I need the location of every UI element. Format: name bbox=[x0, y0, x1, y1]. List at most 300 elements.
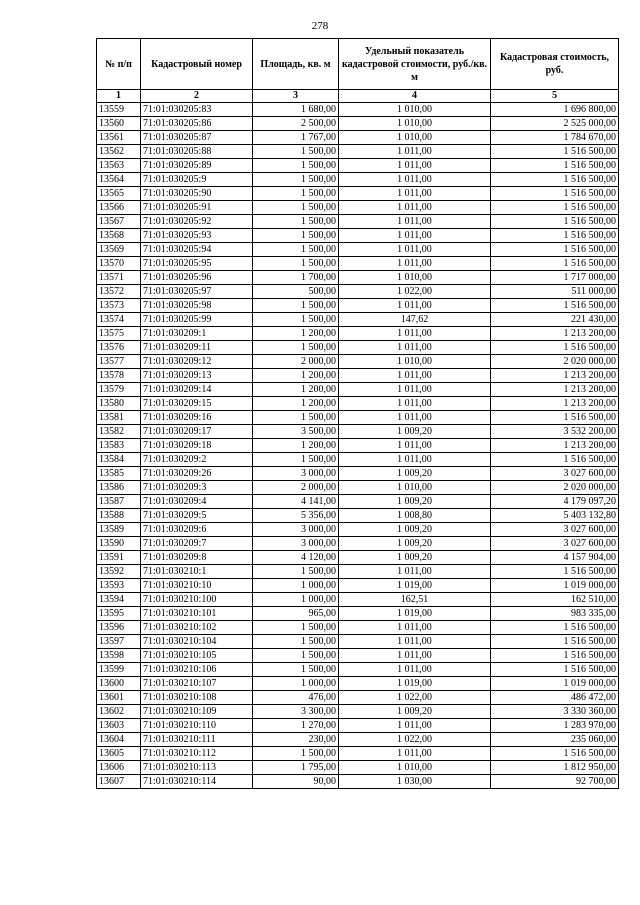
cell-cadastral-value: 1 213 200,00 bbox=[491, 439, 619, 453]
cell-specific-value: 1 030,00 bbox=[339, 775, 491, 789]
cell-area: 2 000,00 bbox=[253, 355, 339, 369]
table-row bbox=[97, 369, 619, 383]
cell-row-number: 13594 bbox=[97, 593, 141, 607]
table-row bbox=[97, 509, 619, 523]
table-row bbox=[97, 397, 619, 411]
table-row bbox=[97, 691, 619, 705]
cell-cadastral-number: 71:01:030210:102 bbox=[141, 621, 253, 635]
cell-specific-value: 1 009,20 bbox=[339, 495, 491, 509]
cell-cadastral-value: 1 696 800,00 bbox=[491, 103, 619, 117]
cell-area: 1 500,00 bbox=[253, 187, 339, 201]
cell-row-number: 13588 bbox=[97, 509, 141, 523]
table-row bbox=[97, 635, 619, 649]
cell-cadastral-number: 71:01:030209:6 bbox=[141, 523, 253, 537]
cell-area: 500,00 bbox=[253, 285, 339, 299]
table-row bbox=[97, 705, 619, 719]
cell-cadastral-value: 1 516 500,00 bbox=[491, 663, 619, 677]
cell-specific-value: 1 011,00 bbox=[339, 299, 491, 313]
cell-specific-value: 1 011,00 bbox=[339, 383, 491, 397]
cell-cadastral-value: 1 717 000,00 bbox=[491, 271, 619, 285]
cell-cadastral-number: 71:01:030205:98 bbox=[141, 299, 253, 313]
cell-cadastral-value: 1 516 500,00 bbox=[491, 229, 619, 243]
table-row bbox=[97, 649, 619, 663]
cell-specific-value: 1 011,00 bbox=[339, 565, 491, 579]
cell-area: 1 500,00 bbox=[253, 313, 339, 327]
column-number: 5 bbox=[491, 90, 619, 103]
table-row bbox=[97, 131, 619, 145]
table-row bbox=[97, 453, 619, 467]
cell-cadastral-number: 71:01:030209:11 bbox=[141, 341, 253, 355]
cell-specific-value: 1 009,20 bbox=[339, 705, 491, 719]
cell-row-number: 13595 bbox=[97, 607, 141, 621]
cell-cadastral-number: 71:01:030209:15 bbox=[141, 397, 253, 411]
cell-specific-value: 1 009,20 bbox=[339, 425, 491, 439]
cell-cadastral-number: 71:01:030210:109 bbox=[141, 705, 253, 719]
cell-row-number: 13559 bbox=[97, 103, 141, 117]
cell-row-number: 13587 bbox=[97, 495, 141, 509]
cell-row-number: 13569 bbox=[97, 243, 141, 257]
cell-cadastral-number: 71:01:030209:18 bbox=[141, 439, 253, 453]
cell-cadastral-value: 4 157 904,00 bbox=[491, 551, 619, 565]
cell-cadastral-value: 1 516 500,00 bbox=[491, 187, 619, 201]
cell-area: 1 500,00 bbox=[253, 173, 339, 187]
cell-area: 965,00 bbox=[253, 607, 339, 621]
cell-area: 2 000,00 bbox=[253, 481, 339, 495]
cell-area: 3 000,00 bbox=[253, 523, 339, 537]
cell-cadastral-value: 1 213 200,00 bbox=[491, 327, 619, 341]
cell-row-number: 13592 bbox=[97, 565, 141, 579]
cell-cadastral-value: 1 213 200,00 bbox=[491, 369, 619, 383]
table-row bbox=[97, 355, 619, 369]
cell-area: 1 500,00 bbox=[253, 229, 339, 243]
cell-row-number: 13605 bbox=[97, 747, 141, 761]
cell-specific-value: 1 010,00 bbox=[339, 355, 491, 369]
cell-specific-value: 1 011,00 bbox=[339, 453, 491, 467]
cell-specific-value: 1 011,00 bbox=[339, 747, 491, 761]
cell-row-number: 13574 bbox=[97, 313, 141, 327]
cell-area: 1 500,00 bbox=[253, 341, 339, 355]
cell-row-number: 13581 bbox=[97, 411, 141, 425]
cell-cadastral-number: 71:01:030209:12 bbox=[141, 355, 253, 369]
cell-row-number: 13566 bbox=[97, 201, 141, 215]
cell-row-number: 13571 bbox=[97, 271, 141, 285]
table-row bbox=[97, 187, 619, 201]
cell-row-number: 13599 bbox=[97, 663, 141, 677]
cell-cadastral-value: 1 516 500,00 bbox=[491, 201, 619, 215]
table-row bbox=[97, 341, 619, 355]
cell-specific-value: 1 009,20 bbox=[339, 467, 491, 481]
cell-specific-value: 1 009,20 bbox=[339, 537, 491, 551]
cell-row-number: 13561 bbox=[97, 131, 141, 145]
table-row bbox=[97, 607, 619, 621]
table-row bbox=[97, 313, 619, 327]
cell-area: 1 200,00 bbox=[253, 327, 339, 341]
cell-specific-value: 1 011,00 bbox=[339, 173, 491, 187]
cell-row-number: 13601 bbox=[97, 691, 141, 705]
column-number-row bbox=[97, 90, 619, 103]
cell-cadastral-value: 1 516 500,00 bbox=[491, 341, 619, 355]
table-row bbox=[97, 327, 619, 341]
cell-row-number: 13593 bbox=[97, 579, 141, 593]
cell-cadastral-number: 71:01:030209:7 bbox=[141, 537, 253, 551]
cell-row-number: 13577 bbox=[97, 355, 141, 369]
cell-specific-value: 1 010,00 bbox=[339, 761, 491, 775]
cell-cadastral-number: 71:01:030210:107 bbox=[141, 677, 253, 691]
cell-area: 1 200,00 bbox=[253, 397, 339, 411]
table-row bbox=[97, 481, 619, 495]
table-header-row bbox=[97, 39, 619, 90]
header-cadastral-value: Кадастровая стоимость, руб. bbox=[491, 39, 619, 90]
table-row bbox=[97, 733, 619, 747]
cell-cadastral-value: 1 516 500,00 bbox=[491, 145, 619, 159]
cell-row-number: 13560 bbox=[97, 117, 141, 131]
cell-row-number: 13585 bbox=[97, 467, 141, 481]
cell-cadastral-value: 162 510,00 bbox=[491, 593, 619, 607]
table-row bbox=[97, 467, 619, 481]
cell-cadastral-number: 71:01:030209:8 bbox=[141, 551, 253, 565]
cell-row-number: 13576 bbox=[97, 341, 141, 355]
cell-cadastral-value: 1 812 950,00 bbox=[491, 761, 619, 775]
table-row bbox=[97, 495, 619, 509]
cell-cadastral-number: 71:01:030209:13 bbox=[141, 369, 253, 383]
column-number: 3 bbox=[253, 90, 339, 103]
cell-row-number: 13582 bbox=[97, 425, 141, 439]
table-row bbox=[97, 215, 619, 229]
cell-area: 1 500,00 bbox=[253, 201, 339, 215]
table-row bbox=[97, 677, 619, 691]
cell-area: 1 767,00 bbox=[253, 131, 339, 145]
cell-cadastral-number: 71:01:030210:10 bbox=[141, 579, 253, 593]
table-row bbox=[97, 593, 619, 607]
cell-cadastral-number: 71:01:030210:101 bbox=[141, 607, 253, 621]
cell-cadastral-value: 2 020 000,00 bbox=[491, 355, 619, 369]
cell-specific-value: 147,62 bbox=[339, 313, 491, 327]
cell-cadastral-value: 3 027 600,00 bbox=[491, 523, 619, 537]
cell-area: 1 500,00 bbox=[253, 215, 339, 229]
cell-cadastral-number: 71:01:030205:97 bbox=[141, 285, 253, 299]
cell-area: 1 500,00 bbox=[253, 565, 339, 579]
cell-cadastral-value: 2 525 000,00 bbox=[491, 117, 619, 131]
cell-row-number: 13596 bbox=[97, 621, 141, 635]
cell-cadastral-value: 3 532 200,00 bbox=[491, 425, 619, 439]
cell-specific-value: 1 011,00 bbox=[339, 719, 491, 733]
table-row bbox=[97, 537, 619, 551]
cell-specific-value: 1 011,00 bbox=[339, 397, 491, 411]
table-row bbox=[97, 117, 619, 131]
cell-cadastral-number: 71:01:030205:96 bbox=[141, 271, 253, 285]
cell-specific-value: 1 009,20 bbox=[339, 551, 491, 565]
cell-area: 1 500,00 bbox=[253, 299, 339, 313]
table-row bbox=[97, 243, 619, 257]
cell-area: 1 000,00 bbox=[253, 579, 339, 593]
cell-cadastral-value: 1 516 500,00 bbox=[491, 411, 619, 425]
table-row bbox=[97, 173, 619, 187]
cell-area: 1 500,00 bbox=[253, 453, 339, 467]
cell-cadastral-value: 3 027 600,00 bbox=[491, 537, 619, 551]
cell-specific-value: 1 011,00 bbox=[339, 243, 491, 257]
cell-cadastral-number: 71:01:030205:91 bbox=[141, 201, 253, 215]
cell-specific-value: 162,51 bbox=[339, 593, 491, 607]
cell-area: 1 700,00 bbox=[253, 271, 339, 285]
cell-cadastral-number: 71:01:030205:94 bbox=[141, 243, 253, 257]
cell-specific-value: 1 010,00 bbox=[339, 117, 491, 131]
cell-row-number: 13562 bbox=[97, 145, 141, 159]
cell-cadastral-value: 1 516 500,00 bbox=[491, 621, 619, 635]
cell-cadastral-number: 71:01:030205:88 bbox=[141, 145, 253, 159]
cell-cadastral-value: 1 784 670,00 bbox=[491, 131, 619, 145]
cell-cadastral-number: 71:01:030205:86 bbox=[141, 117, 253, 131]
cell-specific-value: 1 009,20 bbox=[339, 523, 491, 537]
cell-cadastral-value: 1 516 500,00 bbox=[491, 159, 619, 173]
cell-cadastral-value: 235 060,00 bbox=[491, 733, 619, 747]
cell-area: 1 795,00 bbox=[253, 761, 339, 775]
cell-row-number: 13586 bbox=[97, 481, 141, 495]
cell-cadastral-number: 71:01:030209:14 bbox=[141, 383, 253, 397]
table-row bbox=[97, 439, 619, 453]
cell-specific-value: 1 011,00 bbox=[339, 621, 491, 635]
cell-cadastral-number: 71:01:030205:92 bbox=[141, 215, 253, 229]
cell-area: 1 500,00 bbox=[253, 635, 339, 649]
cell-cadastral-number: 71:01:030210:114 bbox=[141, 775, 253, 789]
cell-cadastral-value: 1 516 500,00 bbox=[491, 243, 619, 257]
cell-area: 3 000,00 bbox=[253, 537, 339, 551]
cell-area: 1 200,00 bbox=[253, 369, 339, 383]
cell-row-number: 13580 bbox=[97, 397, 141, 411]
cell-specific-value: 1 011,00 bbox=[339, 341, 491, 355]
cell-area: 1 500,00 bbox=[253, 747, 339, 761]
column-number: 1 bbox=[97, 90, 141, 103]
header-cadastral-number: Кадастровый номер bbox=[141, 39, 253, 90]
cell-row-number: 13606 bbox=[97, 761, 141, 775]
table-row bbox=[97, 271, 619, 285]
cell-specific-value: 1 008,80 bbox=[339, 509, 491, 523]
cell-area: 230,00 bbox=[253, 733, 339, 747]
cell-cadastral-number: 71:01:030205:9 bbox=[141, 173, 253, 187]
table-row bbox=[97, 425, 619, 439]
table-row bbox=[97, 719, 619, 733]
cell-specific-value: 1 022,00 bbox=[339, 691, 491, 705]
cell-cadastral-value: 983 335,00 bbox=[491, 607, 619, 621]
cell-area: 1 680,00 bbox=[253, 103, 339, 117]
cell-specific-value: 1 019,00 bbox=[339, 579, 491, 593]
cell-cadastral-value: 1 516 500,00 bbox=[491, 453, 619, 467]
cell-area: 1 500,00 bbox=[253, 621, 339, 635]
table-row bbox=[97, 579, 619, 593]
table-row bbox=[97, 299, 619, 313]
table-row bbox=[97, 565, 619, 579]
cell-cadastral-number: 71:01:030210:112 bbox=[141, 747, 253, 761]
cell-row-number: 13579 bbox=[97, 383, 141, 397]
cell-cadastral-value: 1 516 500,00 bbox=[491, 565, 619, 579]
cell-row-number: 13572 bbox=[97, 285, 141, 299]
cell-cadastral-value: 3 027 600,00 bbox=[491, 467, 619, 481]
cell-cadastral-value: 3 330 360,00 bbox=[491, 705, 619, 719]
cell-cadastral-number: 71:01:030210:108 bbox=[141, 691, 253, 705]
cell-area: 2 500,00 bbox=[253, 117, 339, 131]
cell-row-number: 13602 bbox=[97, 705, 141, 719]
cell-cadastral-value: 1 516 500,00 bbox=[491, 649, 619, 663]
cell-row-number: 13598 bbox=[97, 649, 141, 663]
cell-cadastral-number: 71:01:030209:3 bbox=[141, 481, 253, 495]
cell-area: 1 500,00 bbox=[253, 257, 339, 271]
cell-specific-value: 1 010,00 bbox=[339, 131, 491, 145]
cell-cadastral-number: 71:01:030205:93 bbox=[141, 229, 253, 243]
table-row bbox=[97, 159, 619, 173]
cell-cadastral-number: 71:01:030210:106 bbox=[141, 663, 253, 677]
table-row bbox=[97, 663, 619, 677]
cell-specific-value: 1 011,00 bbox=[339, 649, 491, 663]
cell-cadastral-value: 486 472,00 bbox=[491, 691, 619, 705]
cell-cadastral-value: 221 430,00 bbox=[491, 313, 619, 327]
cell-specific-value: 1 010,00 bbox=[339, 103, 491, 117]
cell-specific-value: 1 022,00 bbox=[339, 733, 491, 747]
cell-area: 1 200,00 bbox=[253, 383, 339, 397]
column-number: 2 bbox=[141, 90, 253, 103]
column-number: 4 bbox=[339, 90, 491, 103]
cell-cadastral-value: 1 516 500,00 bbox=[491, 257, 619, 271]
cell-row-number: 13604 bbox=[97, 733, 141, 747]
cell-row-number: 13584 bbox=[97, 453, 141, 467]
cell-area: 1 200,00 bbox=[253, 439, 339, 453]
cell-cadastral-number: 71:01:030210:110 bbox=[141, 719, 253, 733]
table-row bbox=[97, 411, 619, 425]
cell-specific-value: 1 011,00 bbox=[339, 327, 491, 341]
cell-specific-value: 1 011,00 bbox=[339, 187, 491, 201]
cell-area: 3 000,00 bbox=[253, 467, 339, 481]
cell-cadastral-value: 1 283 970,00 bbox=[491, 719, 619, 733]
cell-row-number: 13565 bbox=[97, 187, 141, 201]
cell-cadastral-number: 71:01:030205:90 bbox=[141, 187, 253, 201]
cell-cadastral-number: 71:01:030205:95 bbox=[141, 257, 253, 271]
cell-row-number: 13600 bbox=[97, 677, 141, 691]
cell-cadastral-number: 71:01:030210:104 bbox=[141, 635, 253, 649]
cell-cadastral-value: 1 516 500,00 bbox=[491, 299, 619, 313]
cell-specific-value: 1 011,00 bbox=[339, 411, 491, 425]
cell-cadastral-number: 71:01:030209:26 bbox=[141, 467, 253, 481]
cell-area: 1 500,00 bbox=[253, 159, 339, 173]
cell-area: 4 120,00 bbox=[253, 551, 339, 565]
cell-area: 1 000,00 bbox=[253, 677, 339, 691]
table-row bbox=[97, 551, 619, 565]
cell-row-number: 13564 bbox=[97, 173, 141, 187]
cell-area: 5 356,00 bbox=[253, 509, 339, 523]
cell-area: 476,00 bbox=[253, 691, 339, 705]
cell-cadastral-number: 71:01:030210:100 bbox=[141, 593, 253, 607]
cell-cadastral-value: 1 516 500,00 bbox=[491, 215, 619, 229]
cell-specific-value: 1 011,00 bbox=[339, 201, 491, 215]
cell-cadastral-number: 71:01:030205:83 bbox=[141, 103, 253, 117]
cell-area: 4 141,00 bbox=[253, 495, 339, 509]
cell-specific-value: 1 011,00 bbox=[339, 145, 491, 159]
cell-cadastral-value: 5 403 132,80 bbox=[491, 509, 619, 523]
cell-specific-value: 1 011,00 bbox=[339, 229, 491, 243]
cell-cadastral-number: 71:01:030210:105 bbox=[141, 649, 253, 663]
header-area: Площадь, кв. м bbox=[253, 39, 339, 90]
cell-cadastral-number: 71:01:030205:99 bbox=[141, 313, 253, 327]
table-row bbox=[97, 383, 619, 397]
table-body bbox=[97, 103, 619, 789]
cell-area: 1 270,00 bbox=[253, 719, 339, 733]
cell-specific-value: 1 010,00 bbox=[339, 481, 491, 495]
cell-cadastral-value: 1 213 200,00 bbox=[491, 383, 619, 397]
cell-cadastral-value: 2 020 000,00 bbox=[491, 481, 619, 495]
cell-row-number: 13603 bbox=[97, 719, 141, 733]
cell-specific-value: 1 022,00 bbox=[339, 285, 491, 299]
table-row bbox=[97, 761, 619, 775]
cell-area: 90,00 bbox=[253, 775, 339, 789]
table-row bbox=[97, 229, 619, 243]
cell-row-number: 13607 bbox=[97, 775, 141, 789]
cell-area: 1 000,00 bbox=[253, 593, 339, 607]
cell-cadastral-value: 1 516 500,00 bbox=[491, 635, 619, 649]
cell-specific-value: 1 019,00 bbox=[339, 677, 491, 691]
header-specific-value: Удельный показатель кадастровой стоимости, руб./кв. м bbox=[339, 39, 491, 90]
table-row bbox=[97, 285, 619, 299]
cell-row-number: 13590 bbox=[97, 537, 141, 551]
cell-row-number: 13568 bbox=[97, 229, 141, 243]
cell-cadastral-value: 1 213 200,00 bbox=[491, 397, 619, 411]
cell-specific-value: 1 011,00 bbox=[339, 635, 491, 649]
cell-row-number: 13570 bbox=[97, 257, 141, 271]
cell-specific-value: 1 011,00 bbox=[339, 159, 491, 173]
cell-row-number: 13567 bbox=[97, 215, 141, 229]
cell-cadastral-number: 71:01:030210:1 bbox=[141, 565, 253, 579]
cell-specific-value: 1 011,00 bbox=[339, 439, 491, 453]
cell-row-number: 13578 bbox=[97, 369, 141, 383]
cell-cadastral-value: 1 516 500,00 bbox=[491, 173, 619, 187]
cell-cadastral-value: 92 700,00 bbox=[491, 775, 619, 789]
cell-area: 3 500,00 bbox=[253, 425, 339, 439]
page-number: 278 bbox=[311, 20, 329, 32]
cell-row-number: 13597 bbox=[97, 635, 141, 649]
cell-cadastral-number: 71:01:030205:87 bbox=[141, 131, 253, 145]
cell-specific-value: 1 011,00 bbox=[339, 663, 491, 677]
table-row bbox=[97, 103, 619, 117]
cell-row-number: 13591 bbox=[97, 551, 141, 565]
cell-area: 1 500,00 bbox=[253, 243, 339, 257]
cell-specific-value: 1 011,00 bbox=[339, 369, 491, 383]
cell-row-number: 13563 bbox=[97, 159, 141, 173]
cell-cadastral-number: 71:01:030210:111 bbox=[141, 733, 253, 747]
cell-cadastral-number: 71:01:030209:17 bbox=[141, 425, 253, 439]
cell-specific-value: 1 019,00 bbox=[339, 607, 491, 621]
cell-cadastral-number: 71:01:030209:4 bbox=[141, 495, 253, 509]
cell-row-number: 13575 bbox=[97, 327, 141, 341]
table-row bbox=[97, 621, 619, 635]
cell-area: 1 500,00 bbox=[253, 649, 339, 663]
cell-cadastral-value: 1 019 000,00 bbox=[491, 579, 619, 593]
cell-cadastral-number: 71:01:030209:5 bbox=[141, 509, 253, 523]
table-row bbox=[97, 257, 619, 271]
cell-row-number: 13573 bbox=[97, 299, 141, 313]
cell-specific-value: 1 011,00 bbox=[339, 257, 491, 271]
cell-cadastral-number: 71:01:030210:113 bbox=[141, 761, 253, 775]
cell-cadastral-number: 71:01:030205:89 bbox=[141, 159, 253, 173]
table-row bbox=[97, 145, 619, 159]
cell-cadastral-value: 511 000,00 bbox=[491, 285, 619, 299]
cell-row-number: 13589 bbox=[97, 523, 141, 537]
cell-row-number: 13583 bbox=[97, 439, 141, 453]
cadastral-value-table bbox=[96, 38, 619, 789]
table-row bbox=[97, 775, 619, 789]
cell-specific-value: 1 011,00 bbox=[339, 215, 491, 229]
cell-area: 1 500,00 bbox=[253, 411, 339, 425]
cell-area: 1 500,00 bbox=[253, 663, 339, 677]
table-row bbox=[97, 201, 619, 215]
cell-specific-value: 1 010,00 bbox=[339, 271, 491, 285]
header-row-number: № п/п bbox=[97, 39, 141, 90]
cell-cadastral-value: 4 179 097,20 bbox=[491, 495, 619, 509]
